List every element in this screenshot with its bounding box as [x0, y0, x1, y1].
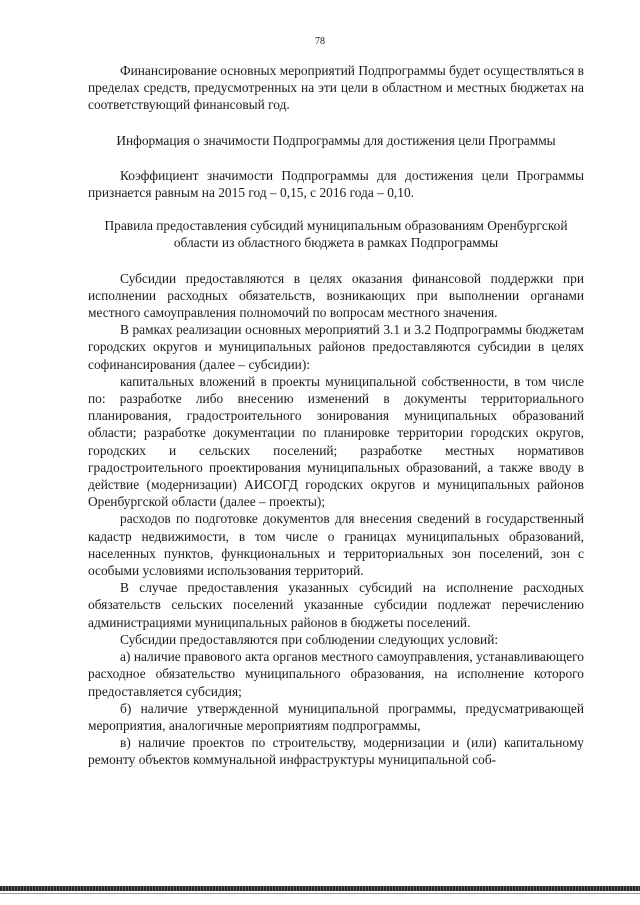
scan-edge-line	[0, 893, 640, 894]
page-number: 78	[315, 36, 325, 47]
scan-edge-rule	[0, 886, 640, 891]
paragraph-subsidy-purpose: Субсидии предоставляются в целях оказания финансовой поддержки при исполнении расходных обязательств, возникающих при выполнении органами местного самоуправления полномочий по вопросам местного значения.	[88, 270, 584, 321]
paragraph-coefficient: Коэффициент значимости Подпрограммы для достижения цели Программы признается равным на 2015 год – 0,15, с 2016 года – 0,10.	[88, 167, 584, 201]
paragraph-conditions-intro: Субсидии предоставляются при соблюдении следующих условий:	[120, 631, 499, 647]
paragraph-rural-settlements: В случае предоставления указанных субсидий на исполнение расходных обязательств сельских поселений указанные субсидии подлежат перечислению администрациями муниципальных районов в бюджеты поселений.	[88, 580, 584, 630]
document-body	[88, 62, 584, 769]
condition-a: а) наличие правового акта органов местного самоуправления, устанавливающего расходное обязательство муниципального образования, на исполнение которого предоставляется субсидия;	[88, 649, 584, 699]
paragraph-capital-investments: капитальных вложений в проекты муниципальной собственности, в том числе по: разработке либо внесению изменений в документы территориального планирования, градостроительного зонирования муниципальных образований области; разработке документации по планировке территории городских округов, городских и сельских поселений; разработке местных нормативов градостроительного проектирования муниципальных образований, а также вводу в действие (модернизации) АИСОГД городских округов и муниципальных районов Оренбургской области (далее – проекты);	[88, 373, 584, 510]
heading-significance: Информация о значимости Подпрограммы для достижения цели Программы	[116, 132, 556, 148]
paragraph-cadastre: расходов по подготовке документов для внесения сведений в государственный кадастр недвижимости, в том числе о границах муниципальных образований, населенных пунктов, функциональных и территориальных зон поселений, зон с особыми условиями использования территорий.	[88, 511, 584, 579]
paragraph-financing: Финансирование основных мероприятий Подпрограммы будет осуществляться в пределах средств, предусмотренных на эти цели в областном и местных бюджетах на соответствующий финансовый год.	[88, 63, 584, 113]
paragraph-activities: В рамках реализации основных мероприятий 3.1 и 3.2 Подпрограммы бюджетам городских округов и муниципальных районов предоставляются субсидии в целях софинансирования (далее – субсидии):	[88, 322, 584, 372]
condition-c: в) наличие проектов по строительству, модернизации и (или) капитальному ремонту объектов коммунальной инфраструктуры муниципальной соб-	[88, 735, 584, 768]
heading-subsidy-rules: Правила предоставления субсидий муниципальным образованиям Оренбургской области из областного бюджета в рамках Подпрограммы	[104, 218, 568, 251]
condition-b: б) наличие утвержденной муниципальной программы, предусматривающей мероприятия, аналогичные мероприятиям подпрограммы,	[88, 700, 584, 733]
